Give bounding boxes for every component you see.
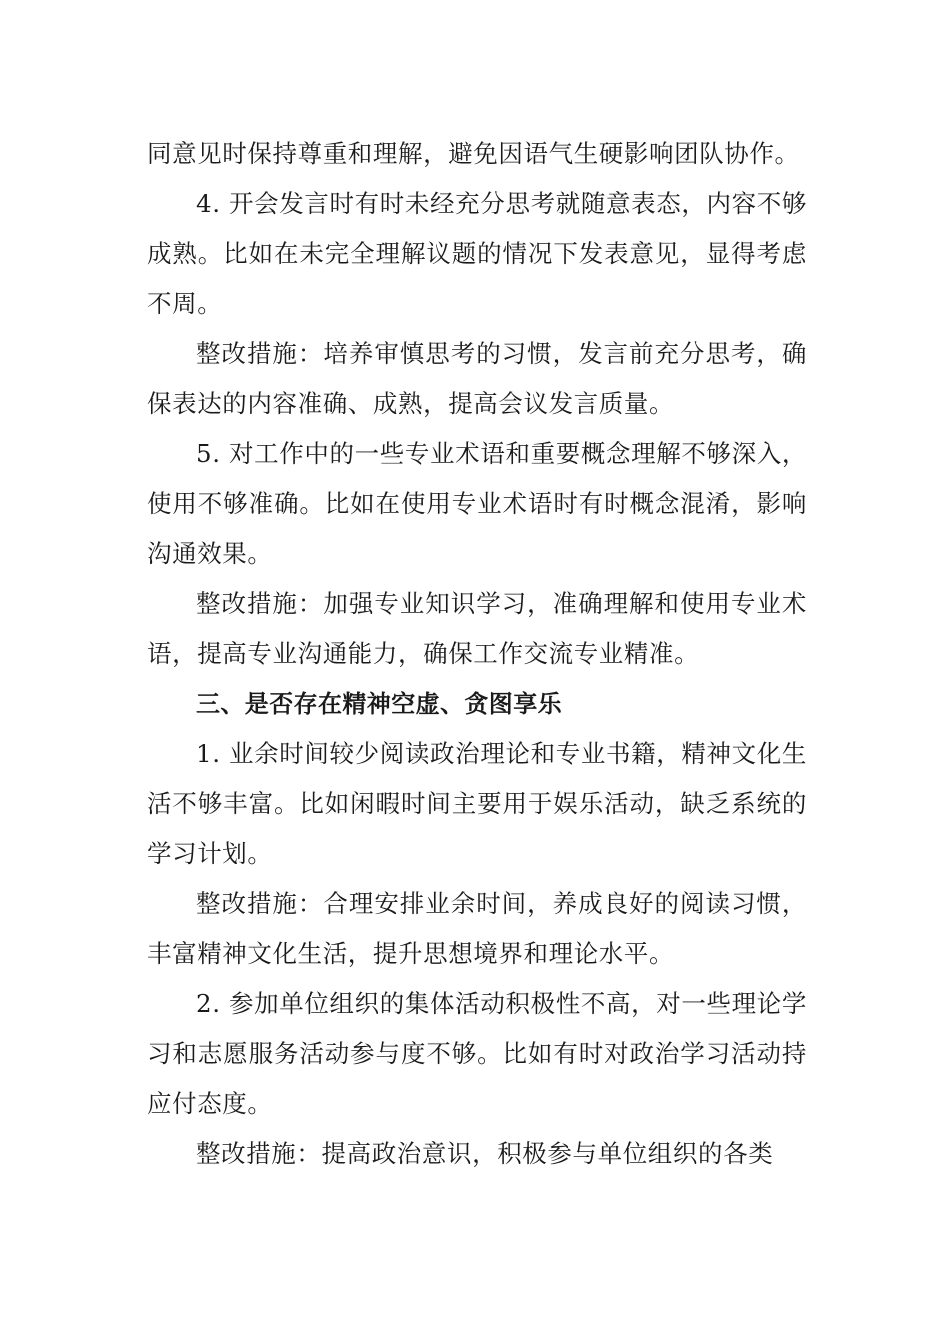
section-heading-3: 三、是否存在精神空虚、贪图享乐 <box>196 690 562 718</box>
issue-item-4: 4. 开会发言时有时未经充分思考就随意表态，内容不够成熟。比如在未完全理解议题的情况下发表意见，显得考虑不周。 <box>147 189 807 318</box>
rectification-measure-2: 整改措施：提高政治意识，积极参与单位组织的各类 <box>196 1139 774 1168</box>
issue-item-2: 2. 参加单位组织的集体活动积极性不高，对一些理论学习和志愿服务活动参与度不够。比如有时对政治学习活动持应付态度。 <box>147 989 807 1118</box>
continuation-paragraph: 同意见时保持尊重和理解，避免因语气生硬影响团队协作。 <box>147 139 800 168</box>
rectification-measure-1: 整改措施：合理安排业余时间，养成良好的阅读习惯，丰富精神文化生活，提升思想境界和理论水平。 <box>147 889 807 968</box>
rectification-measure-5: 整改措施：加强专业知识学习，准确理解和使用专业术语，提高专业沟通能力，确保工作交流专业精准。 <box>147 589 807 668</box>
document-body <box>147 129 807 1179</box>
issue-item-5: 5. 对工作中的一些专业术语和重要概念理解不够深入，使用不够准确。比如在使用专业术语时有时概念混淆，影响沟通效果。 <box>147 439 807 568</box>
issue-item-1: 1. 业余时间较少阅读政治理论和专业书籍，精神文化生活不够丰富。比如闲暇时间主要用于娱乐活动，缺乏系统的学习计划。 <box>147 739 807 868</box>
rectification-measure-4: 整改措施：培养审慎思考的习惯，发言前充分思考，确保表达的内容准确、成熟，提高会议发言质量。 <box>147 339 807 418</box>
